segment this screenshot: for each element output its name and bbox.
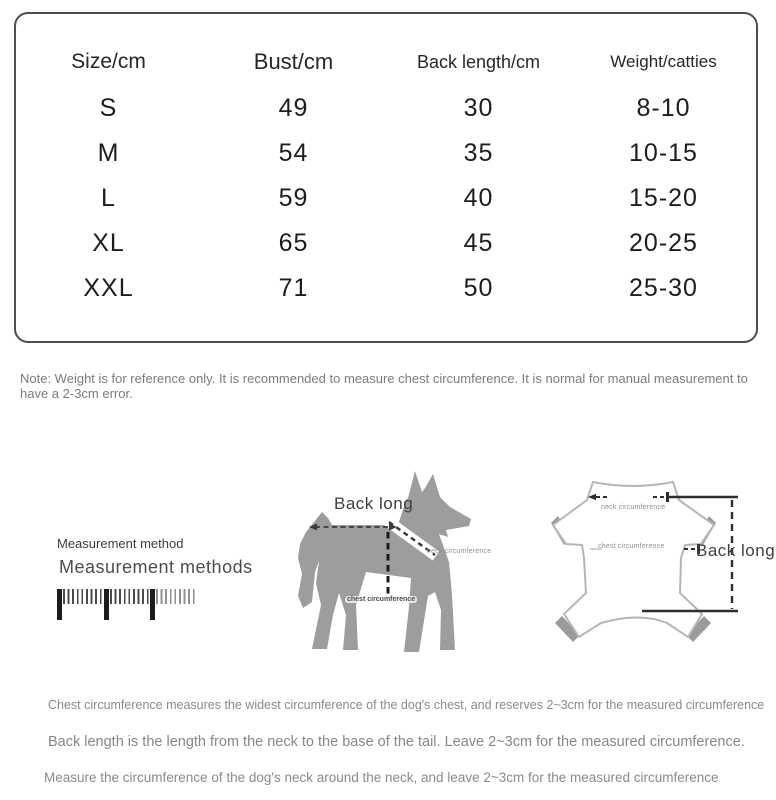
table-cell: 59 xyxy=(278,184,309,212)
dog-back-long-label: Back long xyxy=(334,494,414,513)
table-cell-size-s: S xyxy=(99,94,118,122)
table-cell-size-xl: XL xyxy=(92,229,125,257)
instruction-back-length: Back length is the length from the neck to the base of the tail. Leave 2~3cm for the measured circumference. xyxy=(48,734,745,750)
table-cell: 20-25 xyxy=(629,229,698,257)
table-cell-size-m: M xyxy=(97,139,120,167)
table-cell: 30 xyxy=(463,94,494,122)
table-cell: 35 xyxy=(463,139,494,167)
garment-chest-circumference-label: chest circumference xyxy=(598,543,665,550)
size-table xyxy=(14,12,758,343)
table-cell-size-xxl: XXL xyxy=(83,274,134,302)
column-header-size: Size/cm xyxy=(71,50,146,73)
table-cell: 50 xyxy=(463,274,494,302)
table-cell: 8-10 xyxy=(636,94,691,122)
column-header-bust: Bust/cm xyxy=(253,49,334,74)
ruler-icon xyxy=(57,589,197,621)
column-header-weight: Weight/catties xyxy=(610,52,717,71)
garment-diagram xyxy=(548,466,760,658)
table-cell: 10-15 xyxy=(629,139,698,167)
table-cell: 40 xyxy=(463,184,494,212)
table-cell: 25-30 xyxy=(629,274,698,302)
instruction-neck-circumference: Measure the circumference of the dog's neck around the neck, and leave 2~3cm for the measured circumference xyxy=(44,770,719,785)
dog-neck-circumference-label: neck circumference xyxy=(427,548,492,555)
table-cell: 54 xyxy=(278,139,309,167)
table-cell: 45 xyxy=(463,229,494,257)
table-cell: 15-20 xyxy=(629,184,698,212)
table-cell: 65 xyxy=(278,229,309,257)
measurement-methods-title: Measurement methods xyxy=(59,557,253,577)
garment-neck-circumference-label: neck circumference xyxy=(601,504,666,511)
weight-reference-note: Note: Weight is for reference only. It is recommended to measure chest circumference. It is normal for manual measurement to have a 2-3cm error. xyxy=(20,371,748,401)
measurement-method-label: Measurement method xyxy=(57,536,184,551)
garment-back-long-label: Back long xyxy=(696,541,776,560)
column-header-back-length: Back length/cm xyxy=(416,51,541,72)
table-cell-size-l: L xyxy=(101,184,116,212)
table-cell: 71 xyxy=(278,274,309,302)
instruction-chest-circumference: Chest circumference measures the widest circumference of the dog's chest, and reserves 2~3cm for the measured circumference xyxy=(48,698,765,712)
dog-chest-circumference-label: chest circumference xyxy=(347,596,416,603)
table-cell: 49 xyxy=(278,94,309,122)
